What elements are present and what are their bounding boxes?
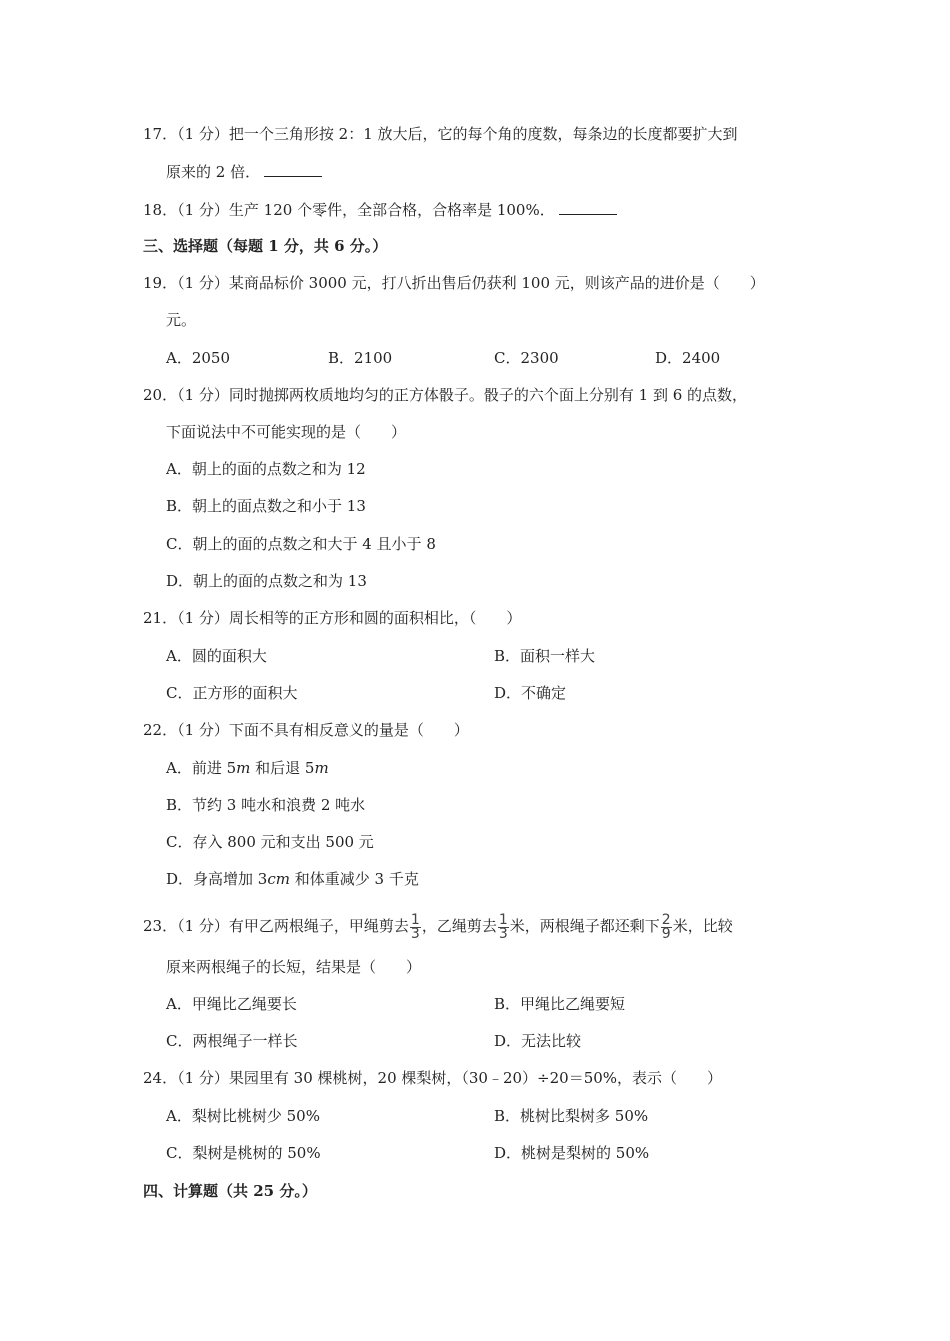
fraction-numerator: 1: [410, 911, 420, 928]
fraction-numerator: 1: [498, 911, 508, 928]
q23-line2: 原来两根绳子的长短，结果是（ ）: [166, 958, 422, 976]
q23-text-4: 米，比较: [672, 917, 733, 935]
q24-option-a[interactable]: A．梨树比桃树少 50%: [166, 1107, 320, 1125]
fraction-one-third: [498, 911, 509, 942]
q17-line2: [166, 162, 322, 182]
fraction-denominator: 9: [661, 925, 671, 942]
section-4-heading: 四、计算题（共 25 分。）: [143, 1182, 317, 1200]
q19-option-d[interactable]: D．2400: [655, 349, 721, 367]
q18-answer-blank[interactable]: [559, 200, 617, 215]
fraction-denominator: 3: [498, 925, 508, 942]
q24-option-d[interactable]: D．桃树是梨树的 50%: [494, 1144, 650, 1162]
q18-line: [143, 200, 617, 220]
q17-line1: 17．（1 分）把一个三角形按 2：1 放大后，它的每个角的度数，每条边的长度都要扩大到: [143, 125, 738, 143]
q20-line1: 20．（1 分）同时抛掷两枚质地均匀的正方体骰子。骰子的六个面上分别有 1 到 6 的点数，: [143, 386, 748, 404]
q19-option-a[interactable]: A．2050: [166, 349, 231, 367]
q21-option-a[interactable]: A．圆的面积大: [166, 647, 267, 665]
fraction-two-ninths: [661, 911, 672, 942]
q23-text-1: 23．（1 分）有甲乙两根绳子，甲绳剪去: [143, 917, 409, 935]
q19-line1: 19．（1 分）某商品标价 3000 元，打八折出售后仍获利 100 元，则该产品的进价是（ ）: [143, 274, 765, 292]
fraction-numerator: 2: [661, 911, 671, 928]
q22-stem: 22．（1 分）下面不具有相反意义的量是（ ）: [143, 721, 469, 739]
q20-option-a[interactable]: A．朝上的面的点数之和为 12: [166, 460, 366, 478]
q22-option-c[interactable]: C．存入 800 元和支出 500 元: [166, 833, 374, 851]
fraction-one-third: [410, 911, 421, 942]
q20-option-d[interactable]: D．朝上的面的点数之和为 13: [166, 572, 367, 590]
q22-option-a-mid: 和后退 5: [250, 759, 315, 777]
q21-option-d[interactable]: D．不确定: [494, 684, 567, 702]
q23-option-c[interactable]: C．两根绳子一样长: [166, 1032, 298, 1050]
q17-answer-blank[interactable]: [264, 162, 322, 177]
q19-option-c[interactable]: C．2300: [494, 349, 559, 367]
section-3-heading: 三、选择题（每题 1 分，共 6 分。）: [143, 237, 388, 255]
q19-line2: 元。: [166, 311, 197, 329]
q24-stem: 24．（1 分）果园里有 30 棵桃树，20 棵梨树，（30﹣20）÷20＝50%，表示（ ）: [143, 1069, 723, 1087]
q24-option-b[interactable]: B．桃树比梨树多 50%: [494, 1107, 649, 1125]
q21-option-c[interactable]: C．正方形的面积大: [166, 684, 298, 702]
q23-text-3: 米，两根绳子都还剩下: [509, 917, 660, 935]
q23-option-b[interactable]: B．甲绳比乙绳要短: [494, 995, 626, 1013]
unit-m: m: [236, 759, 251, 777]
q21-stem: 21．（1 分）周长相等的正方形和圆的面积相比，（ ）: [143, 609, 522, 627]
q19-option-b[interactable]: B．2100: [328, 349, 393, 367]
q23-option-d[interactable]: D．无法比较: [494, 1032, 582, 1050]
q22-option-a[interactable]: [166, 758, 329, 778]
q23-option-a[interactable]: A．甲绳比乙绳要长: [166, 995, 297, 1013]
q22-option-d-post: 和体重减少 3 千克: [289, 870, 419, 888]
q20-line2: 下面说法中不可能实现的是（ ）: [166, 423, 407, 441]
unit-cm: cm: [267, 870, 290, 888]
q23-line1: [143, 913, 733, 941]
q21-option-b[interactable]: B．面积一样大: [494, 647, 596, 665]
fraction-denominator: 3: [410, 925, 420, 942]
q17-line2-text: 原来的 2 倍．: [166, 163, 261, 181]
q22-option-d[interactable]: [166, 869, 419, 889]
q22-option-d-text: D．身高增加 3: [166, 870, 268, 888]
q23-text-2: ，乙绳剪去: [421, 917, 497, 935]
q22-option-a-text: A．前进 5: [166, 759, 237, 777]
q22-option-b[interactable]: B．节约 3 吨水和浪费 2 吨水: [166, 796, 366, 814]
q24-option-c[interactable]: C．梨树是桃树的 50%: [166, 1144, 321, 1162]
q18-text: 18．（1 分）生产 120 个零件，全部合格，合格率是 100%．: [143, 201, 555, 219]
unit-m: m: [314, 759, 329, 777]
q20-option-b[interactable]: B．朝上的面点数之和小于 13: [166, 497, 366, 515]
q20-option-c[interactable]: C．朝上的面的点数之和大于 4 且小于 8: [166, 535, 436, 553]
